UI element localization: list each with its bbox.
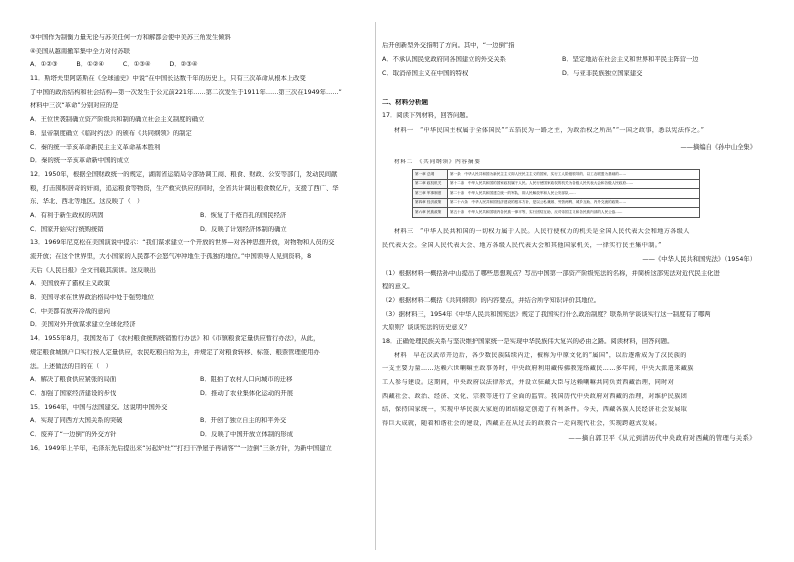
table-cell: 第一条 中华人民共和国为新民主主义即人民民主主义的国家，实行工人阶级领导的、以工农联盟为基础的…… <box>448 170 700 180</box>
table-cell: 第二十六条 中华人民共和国经济建设的根本方针，是以公私兼顾、劳资两利、城乡互助、内外交流的政策…… <box>448 198 700 208</box>
options-row <box>382 56 756 63</box>
text-line: 大原则？谈谈宪法的历史意义？ <box>382 324 471 332</box>
options-row <box>30 376 370 383</box>
text-line: 流开放；在这个世界里，大小国家的人民都不会怒气冲冲地生于孤独的地位。”中国领导人见到资料，8 <box>30 253 312 260</box>
text-line: 材料中三次“革命”分别对应的是 <box>30 102 119 110</box>
question-15: 15．1964年，中国与法国建交。这说明中国外交 <box>30 403 168 411</box>
options-row <box>30 226 370 233</box>
option-b: B．皇帝制度确立《临时约法》的颁布《共同纲领》的制定 <box>30 129 192 137</box>
section-heading: 二、材料分析题 <box>382 99 429 106</box>
text-line: 天后《人民日报》全文刊载其演讲。这反映出 <box>30 266 156 274</box>
option-d: D．美国对外开放谋求建立全球化经济 <box>30 321 136 329</box>
option-d: D．反映了中国开放立体制的形成 <box>200 430 294 438</box>
option-c: C．中美都有放弃冷战的意向 <box>30 307 110 315</box>
text-line: 了中国的政治结构和社会结构—第一次发生于公元前221年……第二次发生于1911年……第三次在1949年……” <box>30 88 342 96</box>
sub-question: （1）根据材料一概括孙中山提出了哪些思想观点？写出中国第一部资产阶级宪法的名称，并简析这部宪法对近代民主化进 <box>382 269 720 277</box>
table-row <box>413 198 700 208</box>
text-line: 法。上述做法的目的在（ ） <box>30 362 112 370</box>
source-citation: ——摘编自《孙中山全集》 <box>680 144 756 151</box>
table-cell: 第二章 政权机关 <box>413 179 448 189</box>
text-line: 得巨大成就，随着和谐社会的建设，西藏正在从过去的政教合一走向现代社会，实现跨越式发展。 <box>382 420 662 428</box>
question-12: 12．1950年，根据全国财政统一的规定，湖南省运销局令部协调工商、粮食、财政、公安等部门，发动民间献 <box>30 170 338 178</box>
option-d: D．秦的统一辛亥革命新中国的成立 <box>30 157 130 165</box>
option-a: A．王位世袭制确立资产阶级共和制的确立社会主义制度的确立 <box>30 116 205 124</box>
question-13: 13．1969年尼克松在美国演说中提示：“我们谋求建立一个开放的世界—对各种思想开放，对物物和人员的交 <box>30 239 335 247</box>
option-c: C．国家开始实行统购统销 <box>30 225 104 233</box>
common-program-table <box>412 169 700 218</box>
question-14: 14．1955年8月，我国发布了《农村粮食统购统销暂行办法》和《市镇粮食定量供应暂行办法》，从此， <box>30 335 320 343</box>
text-line: 后开创新型外交指明了方向。其中，“一边倒”指 <box>382 42 515 49</box>
text-line: 程的意义。 <box>382 283 414 291</box>
table-cell: 第六章 民族政策 <box>413 208 448 218</box>
text-line: 工人参与建设。这期间，中央政府以法律形式，并设立驻藏大臣与达赖喇嘛共同负责西藏治理，同时对 <box>382 379 675 386</box>
left-column <box>30 34 370 452</box>
options-row <box>30 390 370 397</box>
option-c: C．秦的统一辛亥革命新民主主义革命基本胜利 <box>30 143 161 151</box>
material-text: 材料 早在汉武帝开边后，各少数民族陆续内迁，被称为中原文化的“属国”，以后逐渐成为了汉民族的 <box>394 351 687 359</box>
question-17: 17．阅读下列材料，回答问题。 <box>382 112 472 119</box>
option-d: D．反映了计划经济体制的确立 <box>200 225 287 233</box>
option-a: A．美国放弃了霸权主义政策 <box>30 280 110 288</box>
table-row <box>413 208 700 218</box>
option-c: C．取消帝国主义在中国的特权 <box>382 70 469 77</box>
text-line: 一支主要力量……达赖六世喇嘛主政事务时，中央政府利用藏传佛教笼络藏民……多年间，中央大派遣来藏族 <box>382 365 694 373</box>
option-b: B．美国寻求在世界政治格局中处于强势地位 <box>30 294 154 302</box>
table-cell: 第十二条 中华人民共和国的国家政权属于人民。人民行使国家政权的机关为各级人民代表大会和各级人民政府…… <box>448 179 700 189</box>
question-16: 16．1949年上半年，毛泽东先后提出来“另起炉灶”“打扫干净屋子再请客”“一边倒”三条方针，为新中国建立 <box>30 444 332 452</box>
text-line: 规定粮食城镇户口实行按人定量供应，农民吃粮自给为主，并规定了对粮食转移、标签、粮票管理使用办 <box>30 348 320 356</box>
option-a: A．有利于新生政权的巩固 <box>30 211 104 219</box>
source-citation: ——《中华人民共和国宪法》（1954年） <box>642 255 756 263</box>
material-1: 材料一 “中华民国主权属于全体国民”“五箔民为一路之主，为政治权之所出”“一国之政事，悉以宪法作之。” <box>394 127 705 134</box>
options-row <box>30 431 370 438</box>
option-a: A．实现了同西方大国关系的突破 <box>30 417 123 425</box>
table-cell: 第四章 经济政策 <box>413 198 448 208</box>
table-cell: 第一章 总纲 <box>413 170 448 180</box>
option-b: B．阻拍了农村人口向城市的迁移 <box>200 376 293 384</box>
option-a: A．解决了粮食供应紧张的局面 <box>30 376 117 384</box>
text-line: 西藏社会、政治、经济、文化、宗教等进行了全面的监管。我国历代中央政府对西藏的治理，对维护民族团 <box>382 392 688 400</box>
options-row <box>382 70 756 77</box>
option-c: C．废弃了“一边倒”的外交方针 <box>30 430 117 438</box>
table-row <box>413 189 700 199</box>
right-column <box>382 42 756 442</box>
text-line: 结，保持国家统一，实现中华民族大家庭的团结稳定创造了有利条件。今天，西藏各族人民经济社会发展取 <box>382 406 688 414</box>
sub-question: （3）据材料三，1954年《中华人民共和国宪法》规定了我国实行什么政治制度？联系所学谈谈实行这一制度有了哪两 <box>382 310 711 318</box>
material-2-title: 材料二 《共同纲领》内容摘要 <box>394 159 481 165</box>
sub-question: （2）根据材料二概括《共同纲领》的内容要点，并结合所学知识评价其地位。 <box>382 296 601 304</box>
table-cell: 第五十条 中华人民共和国境内各民族一律平等，实行团结互助，反对帝国主义和各民族内部的人民公敌…… <box>448 208 700 218</box>
option-b: B．开创了独立自主的和平外交 <box>200 417 287 425</box>
option-a: A．不承认国民党政府同各国建立的外交关系 <box>382 56 506 63</box>
answer-options: A．①②③ B．①②④ C．①③④ D．②③④ <box>30 61 198 69</box>
source-citation: ——摘自郭卫平《从元到清历代中央政府对西藏的管理与关系》 <box>568 435 756 443</box>
option-b: B．坚定地站在社会主义和世界和平民主阵营一边 <box>562 56 699 63</box>
column-divider <box>375 22 376 550</box>
option-b: B．恢复了千疮百孔的国民经济 <box>200 211 287 219</box>
table-row <box>413 170 700 180</box>
text-line: ④美国从越南撤军集中全力对付苏联 <box>30 47 131 55</box>
options-row <box>30 417 370 424</box>
material-3: 材料三 “中华人民共和国的一切权力属于人民。人民行使权力的机关是全国人民代表大会和地方各级人 <box>394 227 690 235</box>
question-11: 11．斯塔夫里阿诺斯在《全球通史》中说“在中国长达数千年的历史上，只有三次革命从根本上改变 <box>30 75 306 83</box>
text-line: 粮，打击囤积居奇的奸商，追运粮食等物资，生产救灾供应的同时，全省共计调出粮食数亿斤，支援了西广、华 <box>30 184 339 192</box>
text-line: 东、华北、西北等地区。这反映了（ ） <box>30 198 144 206</box>
table-row <box>413 179 700 189</box>
table-cell: 第二十条 中华人民共和国建立统一的军队，即人民解放军和人民公安部队…… <box>448 189 700 199</box>
text-line: ③中国作为制衡力量无论与苏美任何一方和解都会使中美苏三角发生倾斜 <box>30 34 231 41</box>
option-c: C．加强了国家经济建设的步伐 <box>30 389 117 397</box>
text-line: 民代表大会。全国人民代表大会、地方各级人民代表大会和其他国家机关，一律实行民主集中制。” <box>382 241 662 249</box>
option-d: D．与亚非民族独立国家建交 <box>562 70 643 77</box>
question-18: 18．正确处理民族关系与坚决维护国家统一是实现中华民族伟大复兴的必由之路。阅读材料，回答问题。 <box>382 337 674 345</box>
option-d: D．推动了农业集体化运动的开展 <box>200 389 294 397</box>
table-cell: 第三章 军事制度 <box>413 189 448 199</box>
options-row <box>30 212 370 219</box>
